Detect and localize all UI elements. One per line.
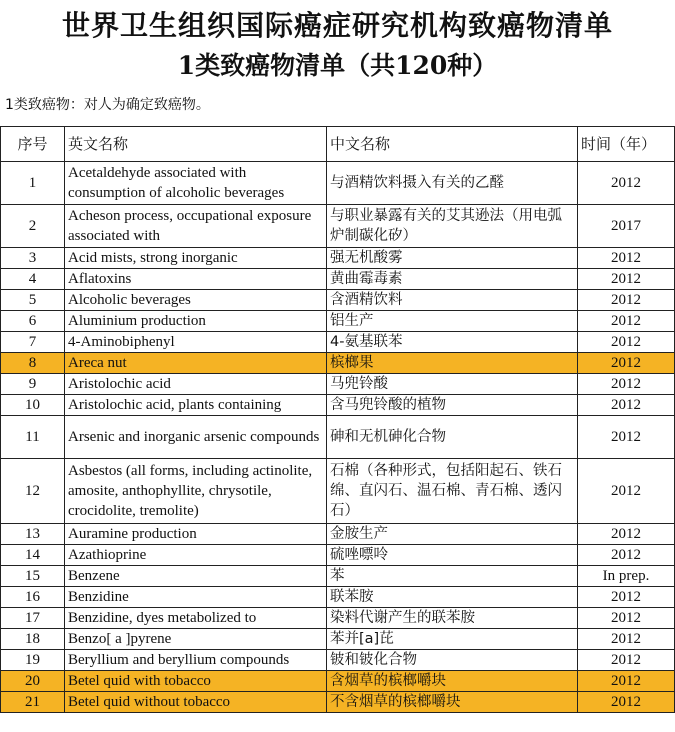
carcinogen-table [0,126,675,713]
table-row [1,332,675,353]
row-chinese-name: 含马兜铃酸的植物 [327,395,578,416]
row-year: 2012 [578,692,675,713]
row-english-name: Asbestos (all forms, including actinolite, amosite, anthophyllite, chrysotile, crocidolite, tremolite) [65,459,327,524]
row-chinese-name: 马兜铃酸 [327,374,578,395]
row-year: 2012 [578,587,675,608]
table-row [1,248,675,269]
row-number: 12 [1,459,65,524]
row-number: 2 [1,205,65,248]
row-year: 2012 [578,671,675,692]
table-body [1,162,675,713]
row-year: 2012 [578,629,675,650]
row-english-name: Benzidine, dyes metabolized to [65,608,327,629]
row-english-name: Aristolochic acid, plants containing [65,395,327,416]
row-year: 2012 [578,524,675,545]
table-row [1,692,675,713]
table-row [1,671,675,692]
row-english-name: Acetaldehyde associated with consumption of alcoholic beverages [65,162,327,205]
row-number: 18 [1,629,65,650]
row-chinese-name: 硫唑嘌呤 [327,545,578,566]
row-english-name: Aluminium production [65,311,327,332]
row-year: 2017 [578,205,675,248]
row-year: 2012 [578,162,675,205]
row-year: 2012 [578,374,675,395]
row-number: 8 [1,353,65,374]
table-row [1,311,675,332]
row-year: 2012 [578,545,675,566]
row-english-name: Aflatoxins [65,269,327,290]
row-number: 9 [1,374,65,395]
row-number: 7 [1,332,65,353]
row-number: 14 [1,545,65,566]
row-chinese-name: 不含烟草的槟榔嚼块 [327,692,578,713]
row-year: 2012 [578,650,675,671]
row-number: 17 [1,608,65,629]
row-english-name: Aristolochic acid [65,374,327,395]
page-title: 世界卫生组织国际癌症研究机构致癌物清单 [61,9,613,42]
table-row [1,650,675,671]
row-chinese-name: 含酒精饮料 [327,290,578,311]
row-english-name: Benzidine [65,587,327,608]
table-row [1,629,675,650]
category-note: 1类致癌物：对人为确定致癌物。 [5,97,210,113]
table-row [1,205,675,248]
row-english-name: Azathioprine [65,545,327,566]
row-english-name: Beryllium and beryllium compounds [65,650,327,671]
row-year: 2012 [578,459,675,524]
table-row [1,162,675,205]
row-chinese-name: 石棉（各种形式，包括阳起石、铁石绵、直闪石、温石棉、青石棉、透闪石） [327,459,578,524]
row-chinese-name: 含烟草的槟榔嚼块 [327,671,578,692]
row-english-name: 4-Aminobiphenyl [65,332,327,353]
row-english-name: Benzene [65,566,327,587]
row-number: 20 [1,671,65,692]
table-row [1,566,675,587]
row-english-name: Auramine production [65,524,327,545]
row-english-name: Acheson process, occupational exposure associated with [65,205,327,248]
row-chinese-name: 与酒精饮料摄入有关的乙醛 [327,162,578,205]
row-number: 10 [1,395,65,416]
row-english-name: Arsenic and inorganic arsenic compounds [65,416,327,459]
row-number: 19 [1,650,65,671]
row-year: 2012 [578,332,675,353]
row-chinese-name: 与职业暴露有关的艾其逊法（用电弧炉制碳化矽） [327,205,578,248]
page-subtitle: 1类致癌物清单（共120种） [177,51,498,80]
row-chinese-name: 铝生产 [327,311,578,332]
row-number: 11 [1,416,65,459]
row-year: 2012 [578,269,675,290]
table-row [1,587,675,608]
table-row [1,608,675,629]
header-year: 时间（年） [578,127,675,162]
row-chinese-name: 槟榔果 [327,353,578,374]
row-english-name: Alcoholic beverages [65,290,327,311]
row-chinese-name: 苯并[a]芘 [327,629,578,650]
row-english-name: Areca nut [65,353,327,374]
row-english-name: Acid mists, strong inorganic [65,248,327,269]
table-header-row [1,127,675,162]
row-number: 15 [1,566,65,587]
table-row [1,269,675,290]
row-number: 3 [1,248,65,269]
row-number: 5 [1,290,65,311]
table-row [1,374,675,395]
row-number: 4 [1,269,65,290]
row-chinese-name: 砷和无机砷化合物 [327,416,578,459]
row-year: 2012 [578,395,675,416]
row-year: 2012 [578,311,675,332]
table-row [1,395,675,416]
row-chinese-name: 苯 [327,566,578,587]
row-number: 21 [1,692,65,713]
header-number: 序号 [1,127,65,162]
row-chinese-name: 强无机酸雾 [327,248,578,269]
row-year: 2012 [578,416,675,459]
row-chinese-name: 金胺生产 [327,524,578,545]
header-chinese-name: 中文名称 [327,127,578,162]
row-year: 2012 [578,248,675,269]
row-number: 6 [1,311,65,332]
row-chinese-name: 黄曲霉毒素 [327,269,578,290]
table-row [1,353,675,374]
row-number: 1 [1,162,65,205]
row-year: 2012 [578,353,675,374]
row-chinese-name: 联苯胺 [327,587,578,608]
row-english-name: Betel quid with tobacco [65,671,327,692]
header-english-name: 英文名称 [65,127,327,162]
table-row [1,290,675,311]
row-chinese-name: 铍和铍化合物 [327,650,578,671]
row-year: 2012 [578,608,675,629]
row-english-name: Benzo[ a ]pyrene [65,629,327,650]
row-chinese-name: 染料代谢产生的联苯胺 [327,608,578,629]
table-row [1,545,675,566]
table-row [1,416,675,459]
row-year: In prep. [578,566,675,587]
table-row [1,524,675,545]
table-row [1,459,675,524]
row-number: 13 [1,524,65,545]
row-chinese-name: 4-氨基联苯 [327,332,578,353]
row-year: 2012 [578,290,675,311]
row-number: 16 [1,587,65,608]
row-english-name: Betel quid without tobacco [65,692,327,713]
